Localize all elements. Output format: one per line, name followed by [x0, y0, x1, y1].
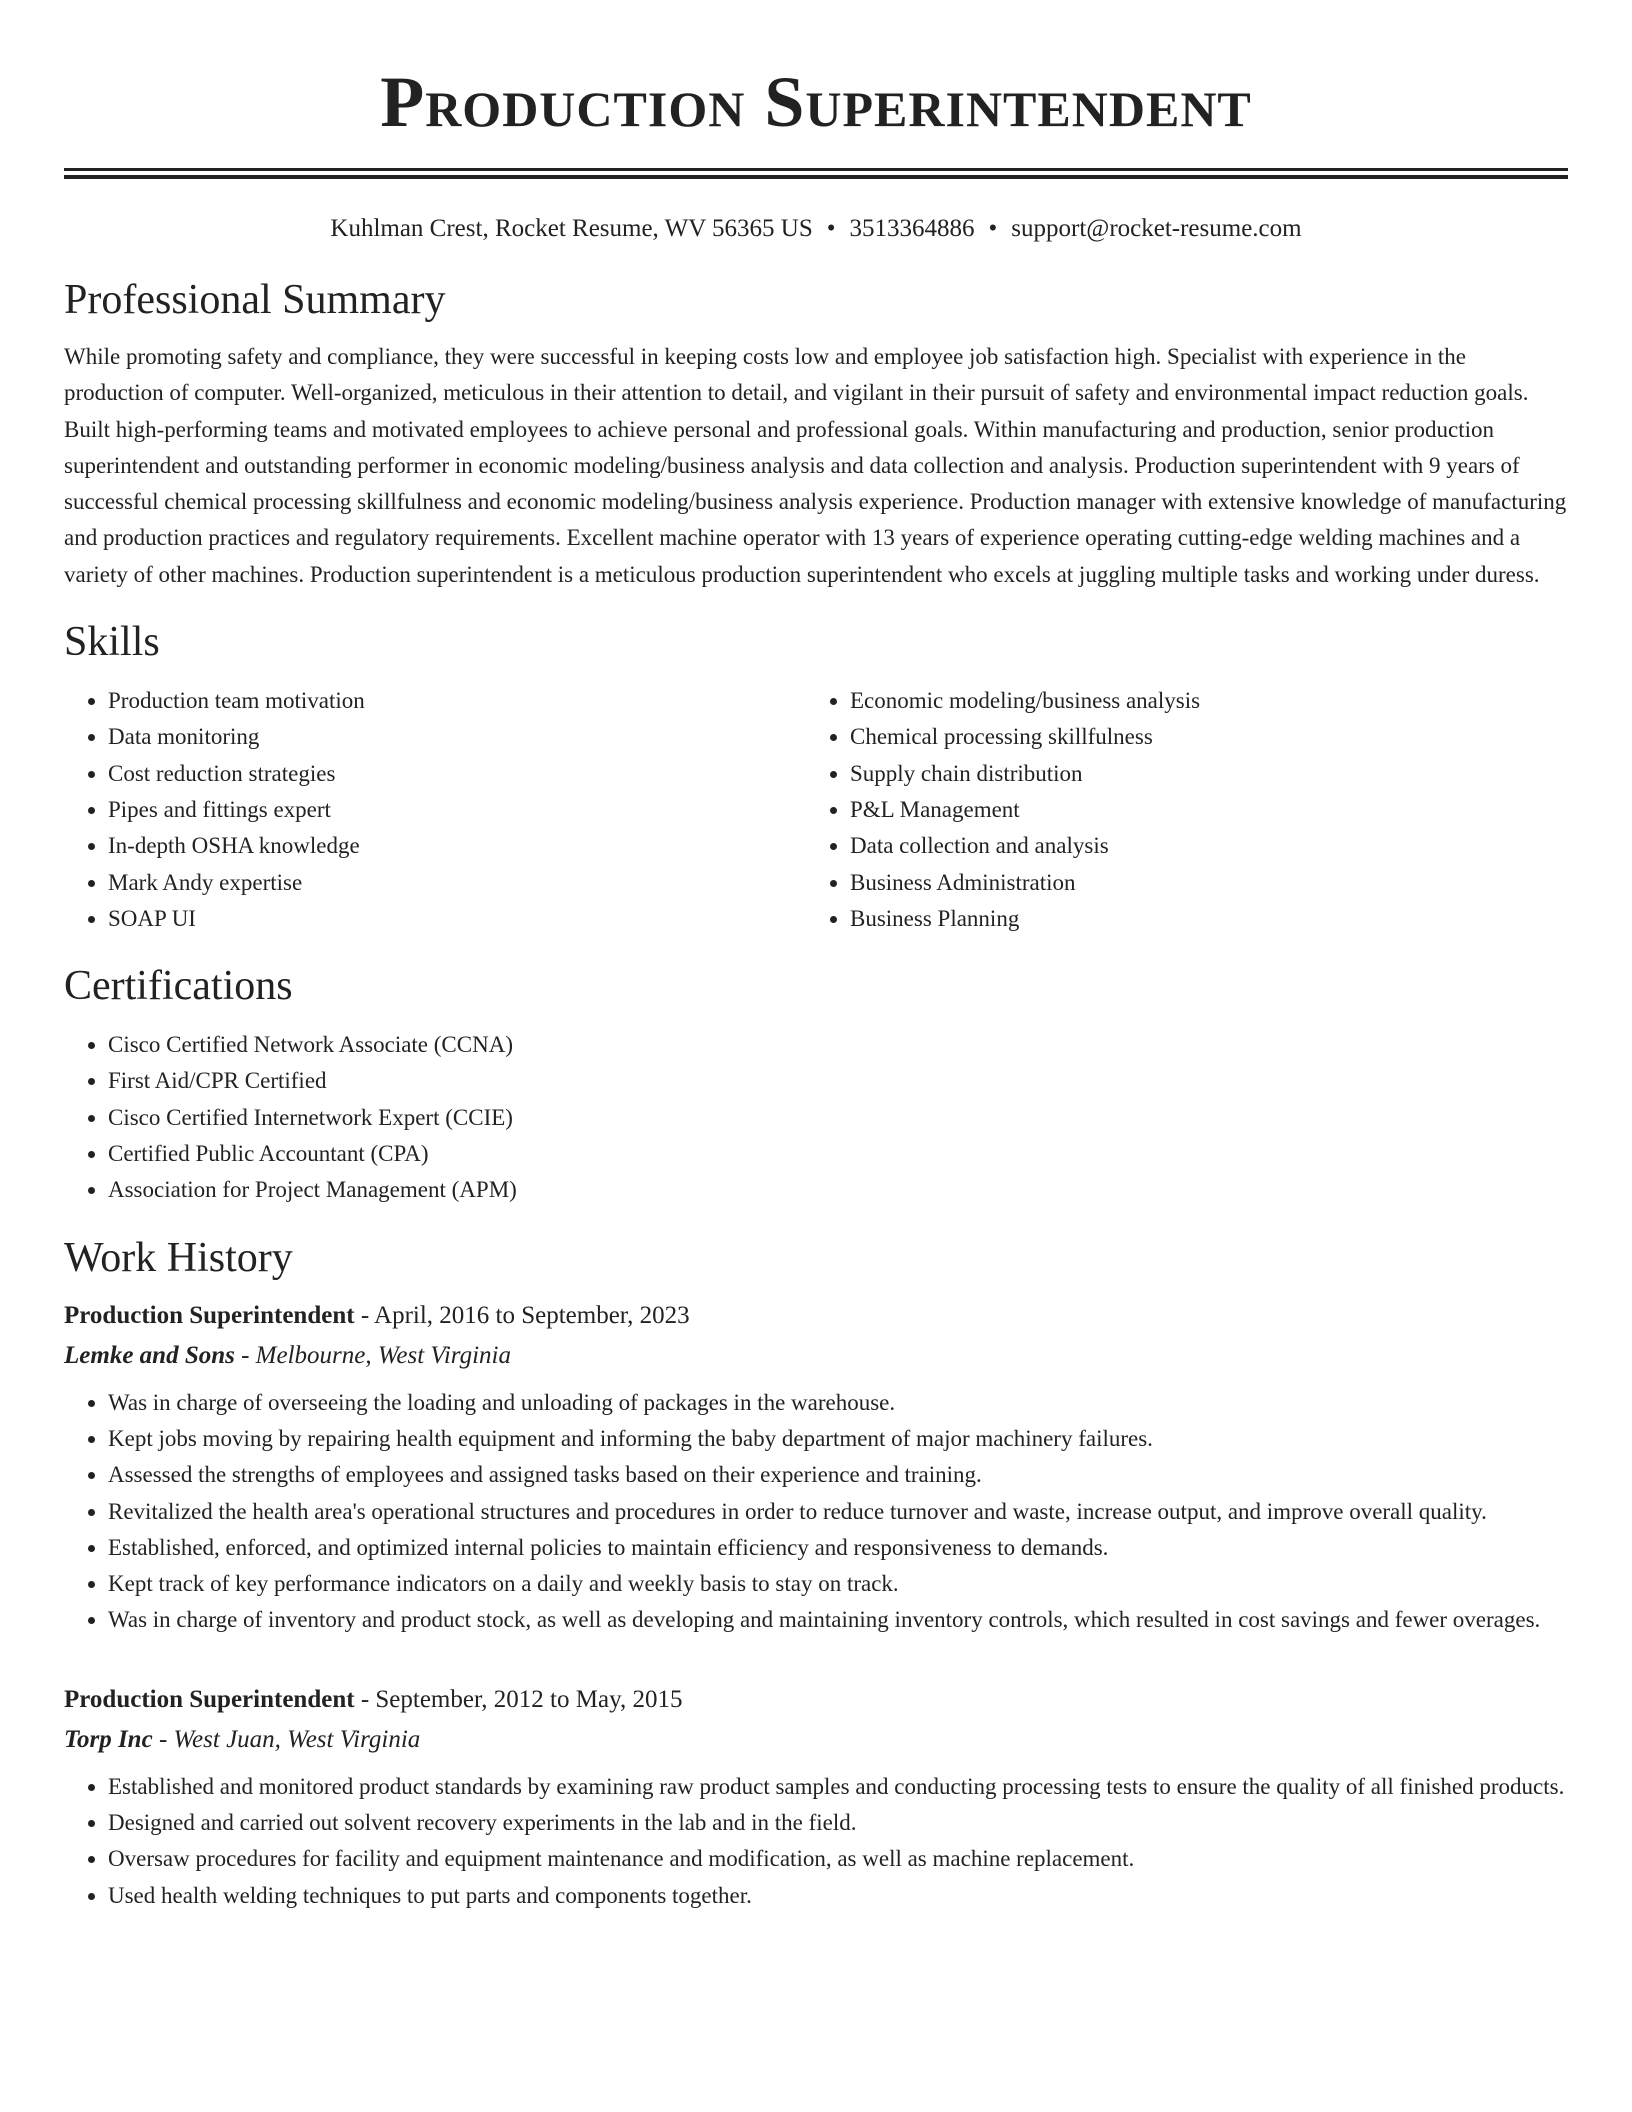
job-location: - Melbourne, West Virginia — [241, 1341, 511, 1369]
skill-item: • Mark Andy expertise — [108, 865, 806, 901]
professional-summary-section — [64, 275, 1568, 593]
contact-address: Kuhlman Crest, Rocket Resume, WV 56365 US — [330, 215, 813, 242]
contact-separator: • — [826, 215, 836, 242]
job-title-line — [64, 1297, 1568, 1335]
job-company: Lemke and Sons — [64, 1341, 235, 1369]
skill-item: • In-depth OSHA knowledge — [108, 828, 806, 864]
job-title: Production Superintendent — [64, 1685, 355, 1713]
job-duty-item: • Established and monitored product standards by examining raw product samples and conducting processing tests to ensure the quality of all finished products. — [108, 1769, 1568, 1805]
skills-columns — [64, 683, 1568, 937]
job-duty-item: • Oversaw procedures for facility and equipment maintenance and modification, as well as machine replacement. — [108, 1841, 1568, 1877]
job-duty-item: • Assessed the strengths of employees and assigned tasks based on their experience and training. — [108, 1457, 1568, 1493]
skill-item: • Cost reduction strategies — [108, 756, 806, 792]
section-heading-work-history: Work History — [64, 1234, 293, 1281]
skill-item: • SOAP UI — [108, 901, 806, 937]
section-heading-skills: Skills — [64, 619, 160, 666]
skill-item: • Supply chain distribution — [850, 756, 1548, 792]
job-entry — [64, 1681, 1568, 1914]
job-title: Production Superintendent — [64, 1301, 355, 1329]
summary-text: While promoting safety and compliance, they were successful in keeping costs low and employee job satisfaction high. Specialist with experience in the production of computer. Well-organized, meticulous in their attention to detail, and vigilant in their pursuit of safety and environmental impact reduction goals. Built high-performing teams and motivated employees to achieve personal and professional goals. Within manufacturing and production, senior production superintendent and outstanding performer in economic modeling/business analysis and data collection and analysis. Production superintendent with 9 years of successful chemical processing skillfulness and economic modeling/business analysis experience. Production manager with extensive knowledge of manufacturing and production practices and regulatory requirements. Excellent machine operator with 13 years of experience operating cutting-edge welding machines and a variety of other machines. Production superintendent is a meticulous production superintendent who excels at juggling multiple tasks and working under duress. — [64, 344, 1567, 587]
page-title: Production Superintendent — [380, 62, 1252, 142]
certification-item: • Cisco Certified Network Associate (CCNA) — [108, 1027, 1568, 1063]
work-history-section — [64, 1233, 1568, 1914]
certifications-section — [64, 961, 1568, 1208]
skill-item: • Data collection and analysis — [850, 828, 1548, 864]
job-dates: - September, 2012 to May, 2015 — [360, 1685, 683, 1713]
skill-item: • Economic modeling/business analysis — [850, 683, 1548, 719]
job-company: Torp Inc — [64, 1725, 153, 1753]
skill-item: • Chemical processing skillfulness — [850, 719, 1548, 755]
skill-item: • Data monitoring — [108, 719, 806, 755]
job-duty-item: • Kept track of key performance indicators on a daily and weekly basis to stay on track. — [108, 1566, 1568, 1602]
certifications-list — [64, 1027, 1568, 1208]
job-duties-list — [64, 1769, 1568, 1914]
contact-phone: 3513364886 — [849, 215, 975, 242]
job-duty-item: • Was in charge of inventory and product stock, as well as developing and maintaining inventory controls, which resulted in cost savings and fewer overages. — [108, 1602, 1568, 1638]
skills-column-left — [64, 683, 806, 937]
skill-item: • P&L Management — [850, 792, 1548, 828]
contact-line — [64, 213, 1568, 245]
job-entry — [64, 1297, 1568, 1639]
job-duty-item: • Kept jobs moving by repairing health equipment and informing the baby department of major machinery failures. — [108, 1421, 1568, 1457]
certification-item: • First Aid/CPR Certified — [108, 1063, 1568, 1099]
job-title-line — [64, 1681, 1568, 1719]
skill-item: • Business Administration — [850, 865, 1548, 901]
contact-email: support@rocket-resume.com — [1011, 215, 1302, 242]
certification-item: • Cisco Certified Internetwork Expert (CCIE) — [108, 1100, 1568, 1136]
certification-item: • Association for Project Management (APM) — [108, 1172, 1568, 1208]
skills-list-left — [64, 683, 806, 937]
certification-item: • Certified Public Accountant (CPA) — [108, 1136, 1568, 1172]
job-duty-item: • Designed and carried out solvent recovery experiments in the lab and in the field. — [108, 1805, 1568, 1841]
skill-item: • Production team motivation — [108, 683, 806, 719]
job-duty-item: • Established, enforced, and optimized internal policies to maintain efficiency and responsiveness to demands. — [108, 1530, 1568, 1566]
job-duty-item: • Used health welding techniques to put parts and components together. — [108, 1878, 1568, 1914]
title-divider — [64, 168, 1568, 171]
skills-column-right — [806, 683, 1548, 937]
job-duties-list — [64, 1385, 1568, 1639]
job-dates: - April, 2016 to September, 2023 — [360, 1301, 690, 1329]
job-company-line — [64, 1335, 1568, 1377]
contact-separator: • — [988, 215, 998, 242]
skills-section — [64, 617, 1568, 937]
job-company-line — [64, 1719, 1568, 1761]
job-duty-item: • Revitalized the health area's operational structures and procedures in order to reduce turnover and waste, increase output, and improve overall quality. — [108, 1494, 1568, 1530]
job-duty-item: • Was in charge of overseeing the loading and unloading of packages in the warehouse. — [108, 1385, 1568, 1421]
section-heading-certifications: Certifications — [64, 963, 293, 1010]
job-location: - West Juan, West Virginia — [158, 1725, 421, 1753]
skill-item: • Pipes and fittings expert — [108, 792, 806, 828]
skills-list-right — [806, 683, 1548, 937]
section-heading-summary: Professional Summary — [64, 277, 446, 323]
skill-item: • Business Planning — [850, 901, 1548, 937]
